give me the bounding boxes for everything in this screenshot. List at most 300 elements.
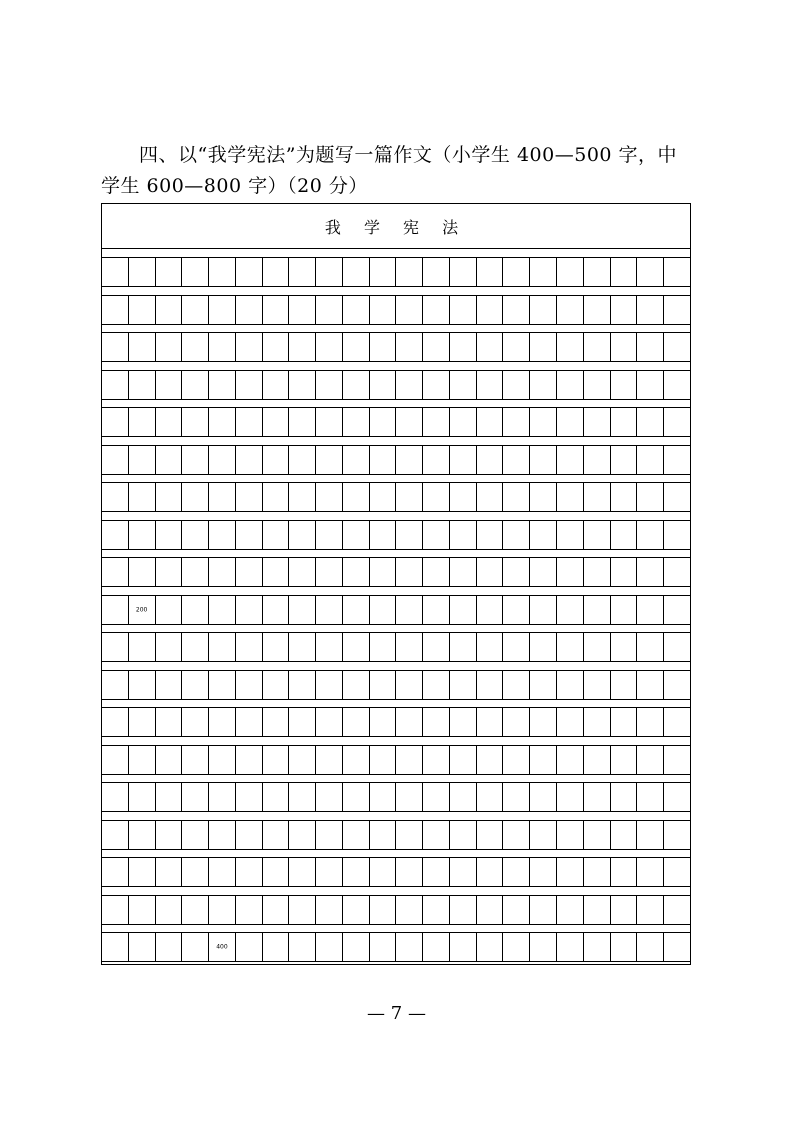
grid-cell[interactable] bbox=[610, 407, 637, 437]
grid-cell[interactable] bbox=[502, 370, 529, 400]
grid-cell[interactable] bbox=[315, 445, 342, 475]
grid-cell[interactable] bbox=[583, 482, 610, 512]
grid-cell[interactable] bbox=[583, 557, 610, 587]
grid-cell[interactable] bbox=[395, 745, 422, 775]
grid-cell[interactable] bbox=[502, 557, 529, 587]
grid-cell[interactable] bbox=[610, 332, 637, 362]
grid-cell[interactable] bbox=[155, 595, 182, 625]
grid-cell[interactable] bbox=[288, 632, 315, 662]
grid-cell[interactable] bbox=[636, 445, 663, 475]
grid-cell[interactable] bbox=[315, 782, 342, 812]
grid-cell[interactable] bbox=[663, 820, 690, 850]
grid-cell[interactable] bbox=[342, 370, 369, 400]
grid-cell[interactable] bbox=[208, 595, 235, 625]
grid-cell[interactable] bbox=[288, 745, 315, 775]
grid-cell[interactable] bbox=[315, 482, 342, 512]
grid-cell[interactable] bbox=[155, 632, 182, 662]
grid-cell[interactable] bbox=[663, 257, 690, 287]
grid-cell[interactable] bbox=[422, 445, 449, 475]
grid-cell[interactable] bbox=[102, 482, 128, 512]
grid-cell[interactable] bbox=[235, 857, 262, 887]
grid-cell[interactable] bbox=[128, 595, 155, 625]
grid-cell[interactable] bbox=[556, 670, 583, 700]
grid-cell[interactable] bbox=[422, 857, 449, 887]
grid-cell[interactable] bbox=[529, 295, 556, 325]
grid-cell[interactable] bbox=[449, 670, 476, 700]
grid-cell[interactable] bbox=[663, 857, 690, 887]
grid-cell[interactable] bbox=[315, 857, 342, 887]
grid-cell[interactable] bbox=[102, 782, 128, 812]
grid-cell[interactable] bbox=[663, 895, 690, 925]
grid-cell[interactable] bbox=[502, 632, 529, 662]
grid-cell[interactable] bbox=[502, 520, 529, 550]
grid-cell[interactable] bbox=[556, 632, 583, 662]
grid-cell[interactable] bbox=[529, 482, 556, 512]
grid-cell[interactable] bbox=[556, 895, 583, 925]
grid-cell[interactable] bbox=[556, 332, 583, 362]
grid-cell[interactable] bbox=[342, 707, 369, 737]
grid-cell[interactable] bbox=[102, 857, 128, 887]
grid-cell[interactable] bbox=[155, 782, 182, 812]
grid-cell[interactable] bbox=[610, 257, 637, 287]
grid-cell[interactable] bbox=[369, 670, 396, 700]
grid-cell[interactable] bbox=[422, 595, 449, 625]
grid-cell[interactable] bbox=[422, 257, 449, 287]
grid-cell[interactable] bbox=[663, 332, 690, 362]
grid-cell[interactable] bbox=[395, 707, 422, 737]
grid-cell[interactable] bbox=[422, 407, 449, 437]
grid-cell[interactable] bbox=[663, 445, 690, 475]
grid-cell[interactable] bbox=[636, 332, 663, 362]
grid-cell[interactable] bbox=[181, 257, 208, 287]
grid-cell[interactable] bbox=[556, 820, 583, 850]
grid-cell[interactable] bbox=[449, 932, 476, 962]
grid-cell[interactable] bbox=[369, 707, 396, 737]
grid-cell[interactable] bbox=[208, 557, 235, 587]
grid-cell[interactable] bbox=[155, 332, 182, 362]
grid-cell[interactable] bbox=[315, 407, 342, 437]
grid-cell[interactable] bbox=[262, 557, 289, 587]
grid-cell[interactable] bbox=[610, 557, 637, 587]
grid-cell[interactable] bbox=[663, 295, 690, 325]
grid-cell[interactable] bbox=[502, 670, 529, 700]
grid-cell[interactable] bbox=[529, 782, 556, 812]
grid-cell[interactable] bbox=[449, 857, 476, 887]
grid-cell[interactable] bbox=[422, 820, 449, 850]
grid-cell[interactable] bbox=[610, 932, 637, 962]
grid-cell[interactable] bbox=[208, 520, 235, 550]
grid-cell[interactable] bbox=[529, 370, 556, 400]
grid-cell[interactable] bbox=[315, 632, 342, 662]
grid-cell[interactable] bbox=[476, 407, 503, 437]
grid-cell[interactable] bbox=[556, 745, 583, 775]
grid-cell[interactable] bbox=[422, 295, 449, 325]
grid-cell[interactable] bbox=[476, 632, 503, 662]
grid-cell[interactable] bbox=[449, 370, 476, 400]
grid-cell[interactable] bbox=[128, 895, 155, 925]
grid-cell[interactable] bbox=[342, 782, 369, 812]
grid-cell[interactable] bbox=[181, 745, 208, 775]
grid-cell[interactable] bbox=[288, 445, 315, 475]
grid-cell[interactable] bbox=[663, 595, 690, 625]
grid-cell[interactable] bbox=[556, 557, 583, 587]
grid-cell[interactable] bbox=[610, 857, 637, 887]
grid-cell[interactable] bbox=[663, 520, 690, 550]
grid-cell[interactable] bbox=[556, 370, 583, 400]
grid-cell[interactable] bbox=[288, 595, 315, 625]
grid-cell[interactable] bbox=[262, 482, 289, 512]
grid-cell[interactable] bbox=[502, 595, 529, 625]
grid-cell[interactable] bbox=[102, 295, 128, 325]
grid-cell[interactable] bbox=[556, 445, 583, 475]
grid-cell[interactable] bbox=[395, 482, 422, 512]
grid-cell[interactable] bbox=[369, 895, 396, 925]
grid-cell[interactable] bbox=[529, 820, 556, 850]
grid-cell[interactable] bbox=[636, 370, 663, 400]
grid-cell[interactable] bbox=[288, 370, 315, 400]
grid-cell[interactable] bbox=[235, 482, 262, 512]
grid-cell[interactable] bbox=[288, 707, 315, 737]
grid-cell[interactable] bbox=[395, 932, 422, 962]
grid-cell[interactable] bbox=[369, 557, 396, 587]
grid-cell[interactable] bbox=[502, 782, 529, 812]
grid-cell[interactable] bbox=[315, 370, 342, 400]
grid-cell[interactable] bbox=[369, 820, 396, 850]
grid-cell[interactable] bbox=[583, 670, 610, 700]
grid-cell[interactable] bbox=[235, 257, 262, 287]
grid-cell[interactable] bbox=[342, 595, 369, 625]
grid-cell[interactable] bbox=[102, 820, 128, 850]
grid-cell[interactable] bbox=[102, 257, 128, 287]
grid-cell[interactable] bbox=[181, 820, 208, 850]
grid-cell[interactable] bbox=[610, 745, 637, 775]
grid-cell[interactable] bbox=[262, 295, 289, 325]
grid-cell[interactable] bbox=[369, 332, 396, 362]
grid-cell[interactable] bbox=[288, 295, 315, 325]
grid-cell[interactable] bbox=[155, 670, 182, 700]
grid-cell[interactable] bbox=[449, 707, 476, 737]
grid-cell[interactable] bbox=[422, 932, 449, 962]
grid-cell[interactable] bbox=[422, 895, 449, 925]
grid-cell[interactable] bbox=[449, 557, 476, 587]
grid-cell[interactable] bbox=[208, 857, 235, 887]
grid-cell[interactable] bbox=[476, 745, 503, 775]
grid-cell[interactable] bbox=[262, 932, 289, 962]
grid-cell[interactable] bbox=[342, 332, 369, 362]
grid-cell[interactable] bbox=[342, 670, 369, 700]
grid-cell[interactable] bbox=[342, 857, 369, 887]
grid-cell[interactable] bbox=[369, 782, 396, 812]
grid-cell[interactable] bbox=[663, 932, 690, 962]
grid-cell[interactable] bbox=[128, 482, 155, 512]
grid-cell[interactable] bbox=[583, 820, 610, 850]
grid-cell[interactable] bbox=[102, 370, 128, 400]
grid-cell[interactable] bbox=[181, 407, 208, 437]
grid-cell[interactable] bbox=[208, 295, 235, 325]
grid-cell[interactable] bbox=[342, 557, 369, 587]
grid-cell[interactable] bbox=[476, 857, 503, 887]
grid-cell[interactable] bbox=[102, 745, 128, 775]
grid-cell[interactable] bbox=[395, 595, 422, 625]
grid-cell[interactable] bbox=[502, 482, 529, 512]
grid-cell[interactable] bbox=[181, 632, 208, 662]
grid-cell[interactable] bbox=[476, 820, 503, 850]
grid-cell[interactable] bbox=[449, 782, 476, 812]
grid-cell[interactable] bbox=[529, 557, 556, 587]
grid-cell[interactable] bbox=[128, 445, 155, 475]
grid-cell[interactable] bbox=[315, 932, 342, 962]
grid-cell[interactable] bbox=[315, 670, 342, 700]
grid-cell[interactable] bbox=[342, 632, 369, 662]
grid-cell[interactable] bbox=[128, 370, 155, 400]
grid-cell[interactable] bbox=[449, 820, 476, 850]
grid-cell[interactable] bbox=[262, 407, 289, 437]
grid-cell[interactable] bbox=[315, 332, 342, 362]
grid-cell[interactable] bbox=[449, 407, 476, 437]
grid-cell[interactable] bbox=[128, 670, 155, 700]
grid-cell[interactable] bbox=[529, 670, 556, 700]
grid-cell[interactable] bbox=[449, 445, 476, 475]
grid-cell[interactable] bbox=[181, 857, 208, 887]
grid-cell[interactable] bbox=[181, 370, 208, 400]
grid-cell[interactable] bbox=[315, 895, 342, 925]
grid-cell[interactable] bbox=[155, 557, 182, 587]
grid-cell[interactable] bbox=[395, 632, 422, 662]
grid-cell[interactable] bbox=[583, 295, 610, 325]
grid-cell[interactable] bbox=[262, 520, 289, 550]
grid-cell[interactable] bbox=[155, 520, 182, 550]
grid-cell[interactable] bbox=[155, 932, 182, 962]
grid-cell[interactable] bbox=[610, 295, 637, 325]
grid-cell[interactable] bbox=[449, 295, 476, 325]
grid-cell[interactable] bbox=[128, 782, 155, 812]
grid-cell[interactable] bbox=[128, 557, 155, 587]
grid-cell[interactable] bbox=[636, 595, 663, 625]
grid-cell[interactable] bbox=[529, 632, 556, 662]
grid-cell[interactable] bbox=[395, 370, 422, 400]
grid-cell[interactable] bbox=[288, 482, 315, 512]
grid-cell[interactable] bbox=[502, 295, 529, 325]
grid-cell[interactable] bbox=[422, 632, 449, 662]
grid-cell[interactable] bbox=[342, 445, 369, 475]
grid-cell[interactable] bbox=[529, 520, 556, 550]
grid-cell[interactable] bbox=[369, 632, 396, 662]
grid-cell[interactable] bbox=[208, 820, 235, 850]
grid-cell[interactable] bbox=[636, 295, 663, 325]
grid-cell[interactable] bbox=[556, 257, 583, 287]
grid-cell[interactable] bbox=[128, 857, 155, 887]
grid-cell[interactable] bbox=[102, 445, 128, 475]
grid-cell[interactable] bbox=[369, 407, 396, 437]
grid-cell[interactable] bbox=[663, 707, 690, 737]
grid-cell[interactable] bbox=[476, 557, 503, 587]
grid-cell[interactable] bbox=[610, 782, 637, 812]
grid-cell[interactable] bbox=[235, 595, 262, 625]
grid-cell[interactable] bbox=[610, 820, 637, 850]
grid-cell[interactable] bbox=[449, 632, 476, 662]
grid-cell[interactable] bbox=[342, 932, 369, 962]
grid-cell[interactable] bbox=[369, 295, 396, 325]
grid-cell[interactable] bbox=[288, 932, 315, 962]
grid-cell[interactable] bbox=[208, 782, 235, 812]
grid-cell[interactable] bbox=[102, 407, 128, 437]
grid-cell[interactable] bbox=[235, 782, 262, 812]
grid-cell[interactable] bbox=[315, 707, 342, 737]
grid-cell[interactable] bbox=[262, 895, 289, 925]
grid-cell[interactable] bbox=[583, 745, 610, 775]
grid-cell[interactable] bbox=[102, 520, 128, 550]
grid-cell[interactable] bbox=[155, 445, 182, 475]
grid-cell[interactable] bbox=[663, 745, 690, 775]
grid-cell[interactable] bbox=[395, 857, 422, 887]
grid-cell[interactable] bbox=[636, 407, 663, 437]
grid-cell[interactable] bbox=[128, 332, 155, 362]
grid-cell[interactable] bbox=[235, 407, 262, 437]
grid-cell[interactable] bbox=[422, 370, 449, 400]
grid-cell[interactable] bbox=[262, 820, 289, 850]
grid-cell[interactable] bbox=[128, 632, 155, 662]
grid-cell[interactable] bbox=[610, 670, 637, 700]
grid-cell[interactable] bbox=[102, 557, 128, 587]
grid-cell[interactable] bbox=[556, 932, 583, 962]
grid-cell[interactable] bbox=[288, 820, 315, 850]
grid-cell[interactable] bbox=[128, 820, 155, 850]
grid-cell[interactable] bbox=[476, 895, 503, 925]
grid-cell[interactable] bbox=[422, 332, 449, 362]
grid-cell[interactable] bbox=[529, 745, 556, 775]
grid-cell[interactable] bbox=[155, 482, 182, 512]
grid-cell[interactable] bbox=[102, 707, 128, 737]
grid-cell[interactable] bbox=[422, 707, 449, 737]
grid-cell[interactable] bbox=[636, 482, 663, 512]
grid-cell[interactable] bbox=[369, 370, 396, 400]
grid-cell[interactable] bbox=[422, 557, 449, 587]
grid-cell[interactable] bbox=[583, 707, 610, 737]
grid-cell[interactable] bbox=[102, 332, 128, 362]
grid-cell[interactable] bbox=[449, 482, 476, 512]
grid-cell[interactable] bbox=[422, 670, 449, 700]
grid-cell[interactable] bbox=[556, 595, 583, 625]
grid-cell[interactable] bbox=[262, 782, 289, 812]
grid-cell[interactable] bbox=[449, 332, 476, 362]
grid-cell[interactable] bbox=[262, 257, 289, 287]
grid-cell[interactable] bbox=[583, 857, 610, 887]
grid-cell[interactable] bbox=[502, 932, 529, 962]
grid-cell[interactable] bbox=[529, 857, 556, 887]
grid-cell[interactable] bbox=[610, 632, 637, 662]
grid-cell[interactable] bbox=[262, 670, 289, 700]
grid-cell[interactable] bbox=[395, 520, 422, 550]
grid-cell[interactable] bbox=[529, 407, 556, 437]
grid-cell[interactable] bbox=[610, 445, 637, 475]
grid-cell[interactable] bbox=[476, 257, 503, 287]
grid-cell[interactable] bbox=[369, 482, 396, 512]
grid-cell[interactable] bbox=[529, 707, 556, 737]
grid-cell[interactable] bbox=[262, 745, 289, 775]
grid-cell[interactable] bbox=[529, 895, 556, 925]
grid-cell[interactable] bbox=[449, 520, 476, 550]
grid-cell[interactable] bbox=[235, 632, 262, 662]
grid-cell[interactable] bbox=[529, 332, 556, 362]
grid-cell[interactable] bbox=[556, 407, 583, 437]
grid-cell[interactable] bbox=[476, 332, 503, 362]
grid-cell[interactable] bbox=[155, 257, 182, 287]
grid-cell[interactable] bbox=[235, 520, 262, 550]
grid-cell[interactable] bbox=[235, 295, 262, 325]
grid-cell[interactable] bbox=[155, 820, 182, 850]
grid-cell[interactable] bbox=[502, 745, 529, 775]
grid-cell[interactable] bbox=[636, 257, 663, 287]
grid-cell[interactable] bbox=[502, 257, 529, 287]
grid-cell[interactable] bbox=[476, 295, 503, 325]
grid-cell[interactable] bbox=[208, 445, 235, 475]
grid-cell[interactable] bbox=[181, 482, 208, 512]
grid-cell[interactable] bbox=[636, 520, 663, 550]
grid-cell[interactable] bbox=[583, 445, 610, 475]
grid-cell[interactable] bbox=[262, 632, 289, 662]
grid-cell[interactable] bbox=[155, 295, 182, 325]
grid-cell[interactable] bbox=[502, 332, 529, 362]
grid-cell[interactable] bbox=[556, 295, 583, 325]
grid-cell[interactable] bbox=[529, 595, 556, 625]
grid-cell[interactable] bbox=[476, 595, 503, 625]
grid-cell[interactable] bbox=[315, 595, 342, 625]
grid-cell[interactable] bbox=[556, 482, 583, 512]
grid-cell[interactable] bbox=[449, 257, 476, 287]
grid-cell[interactable] bbox=[583, 632, 610, 662]
grid-cell[interactable] bbox=[262, 707, 289, 737]
grid-cell[interactable] bbox=[128, 520, 155, 550]
grid-cell[interactable] bbox=[288, 257, 315, 287]
grid-cell[interactable] bbox=[102, 932, 128, 962]
grid-cell[interactable] bbox=[342, 407, 369, 437]
grid-cell[interactable] bbox=[476, 520, 503, 550]
grid-cell[interactable] bbox=[449, 895, 476, 925]
grid-cell[interactable] bbox=[636, 707, 663, 737]
grid-cell[interactable] bbox=[235, 820, 262, 850]
grid-cell[interactable] bbox=[369, 932, 396, 962]
grid-cell[interactable] bbox=[556, 782, 583, 812]
grid-cell[interactable] bbox=[583, 370, 610, 400]
grid-cell[interactable] bbox=[288, 407, 315, 437]
grid-cell[interactable] bbox=[235, 745, 262, 775]
grid-cell[interactable] bbox=[128, 257, 155, 287]
grid-cell[interactable] bbox=[502, 707, 529, 737]
grid-cell[interactable] bbox=[636, 745, 663, 775]
grid-cell[interactable] bbox=[235, 932, 262, 962]
grid-cell[interactable] bbox=[208, 707, 235, 737]
grid-cell[interactable] bbox=[181, 595, 208, 625]
grid-cell[interactable] bbox=[315, 520, 342, 550]
grid-cell[interactable] bbox=[128, 932, 155, 962]
grid-cell[interactable] bbox=[235, 707, 262, 737]
grid-cell[interactable] bbox=[369, 857, 396, 887]
grid-cell[interactable] bbox=[181, 782, 208, 812]
grid-cell[interactable] bbox=[395, 332, 422, 362]
grid-cell[interactable] bbox=[181, 670, 208, 700]
grid-cell[interactable] bbox=[395, 445, 422, 475]
grid-cell[interactable] bbox=[155, 407, 182, 437]
grid-cell[interactable] bbox=[288, 670, 315, 700]
grid-cell[interactable] bbox=[663, 632, 690, 662]
grid-cell[interactable] bbox=[102, 895, 128, 925]
grid-cell[interactable] bbox=[422, 482, 449, 512]
grid-cell[interactable] bbox=[369, 520, 396, 550]
grid-cell[interactable] bbox=[476, 445, 503, 475]
grid-cell[interactable] bbox=[342, 520, 369, 550]
grid-cell[interactable] bbox=[636, 632, 663, 662]
grid-cell[interactable] bbox=[208, 332, 235, 362]
